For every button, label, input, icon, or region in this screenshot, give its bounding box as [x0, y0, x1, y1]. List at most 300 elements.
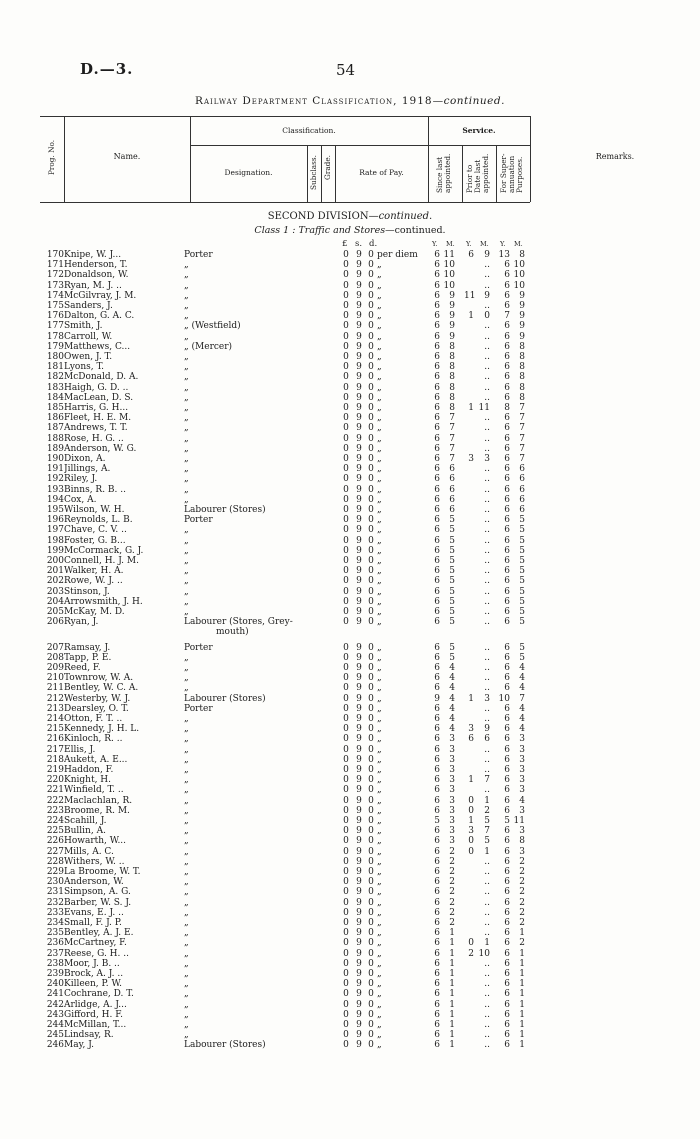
cell-m1: 1 [449, 1040, 455, 1051]
cell-m3: 1 [519, 979, 525, 990]
cell-l: 0 [343, 816, 349, 826]
cell-m1: 6 [449, 484, 455, 495]
cell-no: 230 [46, 877, 64, 888]
cell-no: 225 [46, 826, 64, 837]
header-subclass: Subclass. [309, 155, 318, 190]
class-label: Class 1 : [254, 225, 299, 236]
table-row [0, 474, 700, 484]
cell-s: 9 [356, 744, 362, 755]
cell-s: 9 [356, 734, 362, 745]
cell-no: 202 [46, 576, 64, 587]
cell-m3: 8 [519, 382, 525, 393]
cell-y1: 6 [434, 464, 440, 475]
cell-no: 171 [46, 260, 64, 271]
cell-per: „ [377, 515, 382, 526]
cell-y3: 6 [504, 867, 510, 877]
cell-m3: 7 [519, 443, 525, 454]
table-row [0, 342, 700, 352]
cell-y1: 6 [434, 734, 440, 745]
unit-y1: Y. [432, 240, 438, 248]
cell-l: 0 [343, 617, 349, 628]
cell-m3: 1 [519, 958, 525, 969]
cell-s: 9 [356, 816, 362, 826]
cell-desig: „ [184, 775, 189, 786]
cell-y1: 6 [434, 714, 440, 724]
cell-y3: 6 [504, 474, 510, 485]
cell-d: 0 [368, 566, 374, 577]
cell-no: 174 [46, 290, 64, 301]
cell-m2: .. [484, 341, 490, 352]
cell-l: 0 [343, 989, 349, 1000]
cell-y3: 6 [504, 321, 510, 332]
cell-y1: 6 [434, 724, 440, 735]
cell-per: „ [377, 545, 382, 556]
cell-m1: 9 [449, 331, 455, 342]
cell-m2: .. [484, 663, 490, 673]
cell-m2: 9 [484, 290, 490, 301]
cell-m2: .. [484, 887, 490, 898]
cell-y1: 6 [434, 576, 440, 587]
cell-per: „ [377, 867, 382, 877]
unit-y2: Y. [466, 240, 472, 248]
cell-no: 183 [46, 382, 64, 393]
cell-y1: 6 [434, 352, 440, 362]
cell-m3: 4 [519, 795, 525, 806]
cell-no: 226 [46, 836, 64, 847]
cell-y3: 6 [504, 372, 510, 383]
cell-per: „ [377, 392, 382, 403]
cell-l: 0 [343, 673, 349, 684]
cell-m3: 7 [519, 693, 525, 704]
cell-y1: 6 [434, 545, 440, 556]
cell-l: 0 [343, 382, 349, 393]
cell-no: 240 [46, 979, 64, 990]
table-row [0, 485, 700, 495]
cell-m1: 1 [449, 969, 455, 979]
cell-d: 0 [368, 805, 374, 816]
cell-per: „ [377, 413, 382, 424]
cell-l: 0 [343, 642, 349, 653]
table-row [0, 301, 700, 311]
cell-m1: 5 [449, 545, 455, 556]
cell-desig: „ [184, 795, 189, 806]
cell-no: 204 [46, 596, 64, 607]
title-main: Railway Department Classification, 1918 [195, 95, 433, 107]
table-row [0, 673, 700, 683]
cell-per: „ [377, 494, 382, 505]
cell-m3: 5 [519, 515, 525, 526]
cell-d: 0 [368, 642, 374, 653]
cell-per: „ [377, 617, 382, 628]
cell-y1: 6 [434, 505, 440, 515]
cell-m2: .. [484, 785, 490, 796]
cell-name: McGilvray, J. M. [64, 290, 137, 301]
cell-s: 9 [356, 877, 362, 888]
cell-desig: Porter [184, 515, 213, 526]
cell-m3: 3 [519, 846, 525, 857]
cell-no: 198 [46, 535, 64, 546]
cell-l: 0 [343, 250, 349, 260]
cell-name: Knipe, W. J... [64, 250, 122, 260]
cell-m2: 2 [484, 805, 490, 816]
cell-s: 9 [356, 576, 362, 587]
cell-m1: 8 [449, 372, 455, 383]
cell-no: 186 [46, 413, 64, 424]
cell-d: 0 [368, 525, 374, 536]
cell-m1: 9 [449, 301, 455, 311]
table-row [0, 714, 700, 724]
cell-l: 0 [343, 877, 349, 888]
cell-desig: „ [184, 979, 189, 990]
cell-l: 0 [343, 663, 349, 673]
unit-shilling: s. [355, 239, 363, 249]
cell-m2: .. [484, 352, 490, 362]
cell-y2: 3 [468, 724, 474, 735]
cell-y1: 6 [434, 1030, 440, 1041]
cell-name: McCartney, F. [64, 938, 127, 949]
cell-m3: 5 [519, 566, 525, 577]
cell-d: 0 [368, 928, 374, 939]
cell-s: 9 [356, 958, 362, 969]
cell-no: 216 [46, 734, 64, 745]
cell-y1: 6 [434, 454, 440, 464]
cell-l: 0 [343, 484, 349, 495]
cell-l: 0 [343, 260, 349, 271]
cell-m3: 8 [519, 372, 525, 383]
cell-s: 9 [356, 331, 362, 342]
cell-s: 9 [356, 413, 362, 424]
table-row [0, 694, 700, 704]
cell-desig: „ [184, 566, 189, 577]
table-row [0, 734, 700, 744]
cell-m3: 5 [519, 607, 525, 617]
cell-per: „ [377, 795, 382, 806]
table-row [0, 826, 700, 836]
cell-y1: 6 [434, 556, 440, 566]
cell-m2: 0 [484, 311, 490, 322]
cell-name: Simpson, A. G. [64, 887, 131, 898]
cell-name: Moor, J. B. .. [64, 958, 120, 969]
cell-y1: 6 [434, 775, 440, 786]
cell-d: 0 [368, 938, 374, 949]
cell-desig: „ [184, 454, 189, 464]
cell-per: „ [377, 907, 382, 918]
cell-d: 0 [368, 280, 374, 291]
cell-no: 233 [46, 907, 64, 918]
cell-s: 9 [356, 1009, 362, 1020]
cell-y2: 6 [468, 734, 474, 745]
cell-m2: .. [484, 969, 490, 979]
cell-m1: 8 [449, 352, 455, 362]
cell-per: „ [377, 693, 382, 704]
cell-no: 189 [46, 443, 64, 454]
cell-y1: 6 [434, 754, 440, 765]
cell-d: 0 [368, 754, 374, 765]
cell-d: 0 [368, 652, 374, 663]
cell-d: 0 [368, 693, 374, 704]
cell-per: „ [377, 454, 382, 464]
cell-m2: .. [484, 413, 490, 424]
cell-y3: 6 [504, 775, 510, 786]
cell-desig: Labourer (Stores) [184, 1040, 266, 1051]
cell-l: 0 [343, 331, 349, 342]
cell-l: 0 [343, 928, 349, 939]
cell-d: 0 [368, 877, 374, 888]
cell-y1: 6 [434, 280, 440, 291]
cell-m3: 1 [519, 1009, 525, 1020]
cell-no: 244 [46, 1020, 64, 1030]
cell-name: Ramsay, J. [64, 642, 111, 653]
cell-m2: .. [484, 301, 490, 311]
cell-m3: 6 [519, 474, 525, 485]
cell-name: Kennedy, J. H. L. [64, 724, 140, 735]
cell-y2: 1 [468, 775, 474, 786]
cell-d: 0 [368, 663, 374, 673]
cell-no: 218 [46, 754, 64, 765]
cell-m2: .. [484, 673, 490, 684]
cell-y3: 6 [504, 744, 510, 755]
cell-d: 0 [368, 464, 374, 475]
cell-m2: .. [484, 765, 490, 775]
cell-m2: .. [484, 433, 490, 444]
cell-desig: „ (Westfield) [184, 321, 241, 332]
cell-no: 228 [46, 856, 64, 867]
cell-m2: 1 [484, 938, 490, 949]
cell-y1: 6 [434, 805, 440, 816]
cell-m2: .. [484, 494, 490, 505]
cell-m3: 4 [519, 663, 525, 673]
cell-y3: 6 [504, 969, 510, 979]
cell-d: 0 [368, 948, 374, 959]
cell-no: 177 [46, 321, 64, 332]
cell-m3: 9 [519, 311, 525, 322]
cell-m1: 1 [449, 948, 455, 959]
cell-per: „ [377, 1020, 382, 1030]
cell-name: La Broome, W. T. [64, 867, 141, 877]
cell-d: 0 [368, 290, 374, 301]
cell-per: „ [377, 331, 382, 342]
table-row [0, 403, 700, 413]
cell-per: „ [377, 958, 382, 969]
cell-m1: 4 [449, 714, 455, 724]
cell-y3: 6 [504, 413, 510, 424]
cell-per: „ [377, 826, 382, 837]
cell-name: Riley, J. [64, 474, 98, 485]
table-row [0, 546, 700, 556]
table-row [0, 576, 700, 586]
cell-m3: 3 [519, 775, 525, 786]
cell-d: 0 [368, 673, 374, 684]
division-label: SECOND DIVISION— [267, 211, 379, 222]
cell-per: „ [377, 989, 382, 1000]
cell-m3: 3 [519, 734, 525, 745]
cell-y3: 6 [504, 1020, 510, 1030]
cell-y1: 6 [434, 617, 440, 628]
cell-desig: „ [184, 958, 189, 969]
cell-l: 0 [343, 270, 349, 281]
cell-m1: 5 [449, 566, 455, 577]
cell-per: „ [377, 362, 382, 373]
cell-name: Matthews, C... [64, 341, 131, 352]
division-heading [0, 211, 700, 222]
cell-name: Reese, G. H. .. [64, 948, 129, 959]
cell-y3: 6 [504, 301, 510, 311]
cell-y1: 6 [434, 301, 440, 311]
cell-m2: 5 [484, 816, 490, 826]
table-row [0, 434, 700, 444]
cell-per: „ [377, 754, 382, 765]
cell-desig-continued: mouth) [216, 627, 249, 638]
cell-d: 0 [368, 392, 374, 403]
cell-name: Dalton, G. A. C. [64, 311, 135, 322]
cell-name: Lindsay, R. [64, 1030, 114, 1041]
cell-y3: 6 [504, 525, 510, 536]
cell-y3: 6 [504, 443, 510, 454]
cell-m1: 5 [449, 515, 455, 526]
cell-m1: 1 [449, 989, 455, 1000]
cell-m1: 6 [449, 505, 455, 515]
cell-y1: 6 [434, 1040, 440, 1051]
cell-y3: 6 [504, 918, 510, 928]
cell-m1: 8 [449, 382, 455, 393]
cell-m3: 4 [519, 683, 525, 694]
cell-y1: 6 [434, 785, 440, 796]
cell-m3: 2 [519, 918, 525, 928]
cell-m3: 6 [519, 484, 525, 495]
cell-m2: .. [484, 464, 490, 475]
cell-name: Reed, F. [64, 663, 101, 673]
cell-d: 0 [368, 535, 374, 546]
cell-l: 0 [343, 826, 349, 837]
cell-s: 9 [356, 607, 362, 617]
cell-m2: 9 [484, 724, 490, 735]
cell-y1: 6 [434, 958, 440, 969]
cell-no: 224 [46, 816, 64, 826]
cell-m3: 5 [519, 586, 525, 597]
cell-per: „ [377, 846, 382, 857]
cell-per: „ [377, 979, 382, 990]
cell-desig: „ [184, 423, 189, 434]
cell-desig: „ [184, 683, 189, 694]
table-row [0, 525, 700, 535]
cell-name: Otton, F. T. .. [64, 714, 123, 724]
cell-m1: 3 [449, 734, 455, 745]
cell-y2: 2 [468, 948, 474, 959]
table-row [0, 352, 700, 362]
cell-per: „ [377, 586, 382, 597]
table-row [0, 898, 700, 908]
cell-y2: 1 [468, 816, 474, 826]
table-row [0, 454, 700, 464]
division-suffix: continued. [378, 211, 433, 222]
cell-y3: 6 [504, 846, 510, 857]
cell-l: 0 [343, 907, 349, 918]
cell-y3: 6 [504, 703, 510, 714]
cell-per: „ [377, 652, 382, 663]
cell-desig: „ [184, 535, 189, 546]
cell-m3: 1 [519, 1020, 525, 1030]
cell-y1: 6 [434, 525, 440, 536]
cell-l: 0 [343, 311, 349, 322]
cell-m3: 1 [519, 969, 525, 979]
cell-name: McKay, M. D. [64, 607, 125, 617]
cell-m1: 5 [449, 556, 455, 566]
cell-y3: 6 [504, 352, 510, 362]
cell-y3: 6 [504, 1040, 510, 1051]
cell-m3: 7 [519, 413, 525, 424]
cell-l: 0 [343, 413, 349, 424]
cell-no: 207 [46, 642, 64, 653]
cell-name: Haigh, G. D. .. [64, 382, 129, 393]
cell-desig: „ [184, 586, 189, 597]
cell-m1: 3 [449, 785, 455, 796]
cell-s: 9 [356, 382, 362, 393]
cell-m3: 5 [519, 642, 525, 653]
table-row [0, 683, 700, 693]
cell-per: „ [377, 290, 382, 301]
cell-d: 0 [368, 443, 374, 454]
cell-y3: 6 [504, 652, 510, 663]
cell-m1: 10 [443, 270, 455, 281]
cell-l: 0 [343, 765, 349, 775]
cell-m1: 3 [449, 775, 455, 786]
table-row [0, 765, 700, 775]
cell-y3: 6 [504, 392, 510, 403]
table-row [0, 250, 700, 260]
cell-l: 0 [343, 494, 349, 505]
table-row [0, 887, 700, 897]
cell-l: 0 [343, 958, 349, 969]
cell-per: „ [377, 897, 382, 908]
cell-d: 0 [368, 846, 374, 857]
cell-m1: 3 [449, 816, 455, 826]
cell-name: Maclachlan, R. [64, 795, 133, 806]
cell-y3: 6 [504, 754, 510, 765]
cell-d: 0 [368, 352, 374, 362]
cell-name: Bentley, W. C. A. [64, 683, 139, 694]
cell-no: 221 [46, 785, 64, 796]
cell-name: Tapp, P. E. [64, 652, 112, 663]
cell-no: 223 [46, 805, 64, 816]
cell-m3: 7 [519, 403, 525, 413]
table-row [0, 617, 700, 627]
cell-m2: 3 [484, 454, 490, 464]
cell-m3: 5 [519, 652, 525, 663]
cell-d: 0 [368, 270, 374, 281]
cell-l: 0 [343, 352, 349, 362]
cell-l: 0 [343, 341, 349, 352]
cell-m1: 1 [449, 1020, 455, 1030]
cell-m1: 9 [449, 290, 455, 301]
cell-m2: .. [484, 1009, 490, 1020]
cell-y3: 7 [504, 311, 510, 322]
cell-l: 0 [343, 566, 349, 577]
cell-m2: .. [484, 856, 490, 867]
cell-m2: .. [484, 907, 490, 918]
table-row-continuation [0, 627, 700, 637]
cell-m2: .. [484, 703, 490, 714]
cell-desig: „ [184, 392, 189, 403]
cell-name: Evans, E. J. .. [64, 907, 124, 918]
cell-d: 0 [368, 341, 374, 352]
table-row [0, 383, 700, 393]
cell-y1: 6 [434, 683, 440, 694]
cell-m1: 5 [449, 525, 455, 536]
cell-d: 0 [368, 765, 374, 775]
cell-desig: „ [184, 999, 189, 1010]
cell-s: 9 [356, 938, 362, 949]
cell-per: „ [377, 382, 382, 393]
